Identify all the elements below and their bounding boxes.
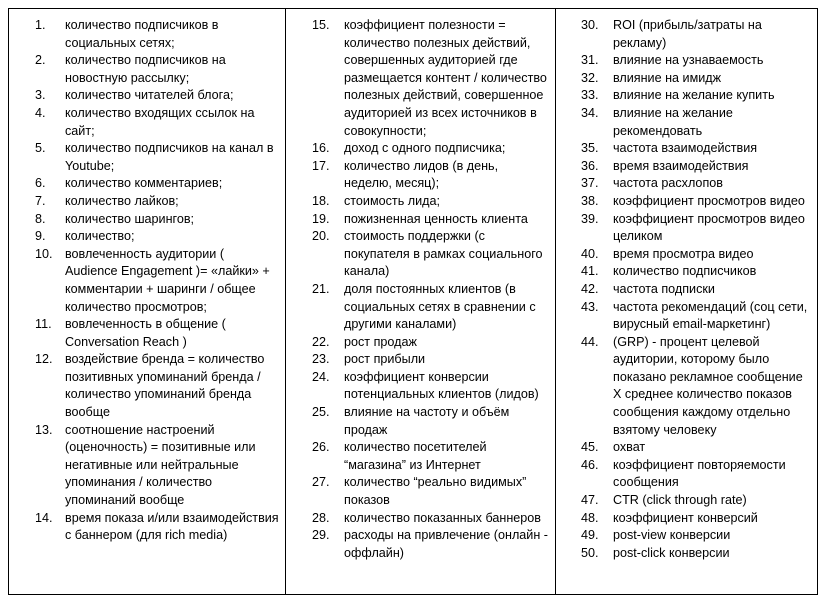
item-number: 37. <box>581 176 599 191</box>
item-text: количество подписчиков на новостную рассылку; <box>65 53 226 85</box>
list-item <box>9 87 285 105</box>
item-text: расходы на привлечение (онлайн - оффлайн) <box>344 528 548 560</box>
item-text: влияние на желание рекомендовать <box>613 105 733 138</box>
item-text: воздействие бренда = количество позитивных упоминаний бренда / количество упоминаний бренда вообще <box>65 352 265 420</box>
item-number: 3. <box>35 88 46 103</box>
metrics-list-3 <box>556 9 818 562</box>
item-number: 34. <box>581 105 599 120</box>
item-number: 24. <box>312 369 330 384</box>
item-text: соотношение настроений (оценочность) = позитивные или негативные или нейтральные упоминания / количество упоминаний вообще <box>65 422 256 508</box>
list-item <box>9 211 285 229</box>
item-number: 11. <box>35 317 52 332</box>
list-item <box>286 510 555 528</box>
item-number: 5. <box>35 141 46 156</box>
list-item <box>9 351 285 421</box>
item-number: 48. <box>581 510 599 525</box>
item-text: коэффициент конверсии потенциальных клиентов (лидов) <box>344 369 539 402</box>
list-item <box>9 175 285 193</box>
item-text: коэффициент повторяемости сообщения <box>613 457 786 490</box>
item-text: количество подписчиков на канал в Youtube; <box>65 141 274 173</box>
item-number: 41. <box>581 264 599 279</box>
item-text: влияние на имидж <box>613 70 722 85</box>
item-number: 32. <box>581 70 599 85</box>
item-text: время показа и/или взаимодействия с баннером (для rich media) <box>65 510 279 543</box>
item-text: доля постоянных клиентов (в социальных сетях в сравнении с другими каналами) <box>344 281 536 332</box>
item-text: количество читателей блога; <box>65 88 234 103</box>
list-item <box>556 545 818 563</box>
item-text: охват <box>613 440 646 455</box>
item-number: 27. <box>312 475 330 490</box>
item-number: 42. <box>581 281 599 296</box>
list-item <box>556 439 818 457</box>
item-text: количество комментариев; <box>65 176 223 191</box>
list-item <box>556 527 818 545</box>
list-item <box>9 17 285 52</box>
list-item <box>286 404 555 439</box>
item-number: 10. <box>35 246 53 261</box>
list-item <box>556 105 818 140</box>
item-number: 15. <box>312 18 330 32</box>
list-item <box>9 510 285 545</box>
item-text: количество лайков; <box>65 193 179 208</box>
item-text: количество “реально видимых” показов <box>344 475 527 508</box>
table-column-3 <box>556 9 818 594</box>
item-text: вовлеченность в общение ( Conversation Reach ) <box>65 317 226 349</box>
table-column-1 <box>9 9 286 594</box>
item-text: частота рекомендаций (соц сети, вирусный email-маркетинг) <box>613 299 808 332</box>
item-number: 30. <box>581 18 599 32</box>
item-number: 25. <box>312 405 330 420</box>
list-item <box>286 228 555 281</box>
list-item <box>556 457 818 492</box>
list-item <box>286 527 555 562</box>
list-item <box>556 211 818 246</box>
list-item <box>286 193 555 211</box>
item-text: стоимость лида; <box>344 193 440 208</box>
item-text: количество входящих ссылок на сайт; <box>65 105 255 138</box>
item-text: рост продаж <box>344 334 417 349</box>
list-item <box>9 52 285 87</box>
list-item <box>9 193 285 211</box>
item-text: количество подписчиков в социальных сетях; <box>65 18 219 50</box>
list-item <box>9 316 285 351</box>
item-number: 14. <box>35 510 53 525</box>
item-number: 17. <box>312 158 330 173</box>
list-item <box>286 474 555 509</box>
list-item <box>9 228 285 246</box>
item-text: ROI (прибыль/затраты на рекламу) <box>613 18 762 50</box>
item-number: 8. <box>35 211 46 226</box>
list-item <box>556 70 818 88</box>
item-number: 40. <box>581 246 599 261</box>
list-item <box>556 281 818 299</box>
list-item <box>286 281 555 334</box>
list-item <box>556 175 818 193</box>
item-number: 16. <box>312 141 330 156</box>
item-number: 28. <box>312 510 330 525</box>
item-number: 20. <box>312 229 330 244</box>
item-text: количество; <box>65 229 135 244</box>
item-number: 6. <box>35 176 46 191</box>
item-number: 31. <box>581 53 599 68</box>
item-text: (GRP) - процент целевой аудитории, которому было показано рекламное сообщение Х среднее количество показов сообщения каждому отдельно взятому человеку <box>613 334 803 437</box>
list-item <box>556 193 818 211</box>
list-item <box>556 334 818 440</box>
item-text: коэффициент конверсий <box>613 510 758 525</box>
item-text: частота взаимодействия <box>613 141 758 156</box>
item-number: 21. <box>312 281 330 296</box>
item-number: 19. <box>312 211 330 226</box>
list-item <box>286 140 555 158</box>
list-item <box>286 211 555 229</box>
list-item <box>556 17 818 52</box>
item-number: 29. <box>312 528 330 543</box>
item-text: количество посетителей “магазина” из Интернет <box>344 440 487 472</box>
item-text: post-click конверсии <box>613 545 730 560</box>
item-text: рост прибыли <box>344 352 426 367</box>
item-number: 47. <box>581 493 599 508</box>
item-text: количество шарингов; <box>65 211 195 226</box>
metrics-list-1 <box>9 9 285 545</box>
list-item <box>286 369 555 404</box>
list-item <box>556 87 818 105</box>
item-number: 9. <box>35 229 46 244</box>
item-number: 1. <box>35 18 46 32</box>
item-number: 50. <box>581 545 599 560</box>
list-item <box>286 351 555 369</box>
list-item <box>556 510 818 528</box>
item-number: 22. <box>312 334 330 349</box>
list-item <box>556 492 818 510</box>
item-number: 2. <box>35 53 46 68</box>
item-number: 35. <box>581 141 599 156</box>
item-text: стоимость поддержки (с покупателя в рамках социального канала) <box>344 229 543 279</box>
item-number: 26. <box>312 440 330 455</box>
item-text: доход с одного подписчика; <box>344 141 506 156</box>
item-text: CTR (click through rate) <box>613 493 747 508</box>
item-text: количество лидов (в день, неделю, месяц); <box>344 158 499 191</box>
list-item <box>556 299 818 334</box>
item-number: 49. <box>581 528 599 543</box>
list-item <box>556 52 818 70</box>
item-number: 13. <box>35 422 53 437</box>
item-text: время взаимодействия <box>613 158 749 173</box>
item-text: коэффициент просмотров видео <box>613 193 805 208</box>
list-item <box>286 17 555 140</box>
item-text: время просмотра видео <box>613 246 754 261</box>
item-text: влияние на желание купить <box>613 88 775 103</box>
list-item <box>286 439 555 474</box>
item-number: 45. <box>581 440 599 455</box>
item-number: 44. <box>581 334 599 349</box>
item-number: 4. <box>35 105 46 120</box>
item-number: 36. <box>581 158 599 173</box>
item-text: влияние на узнаваемость <box>613 53 764 68</box>
item-text: количество подписчиков <box>613 264 757 279</box>
list-item <box>9 140 285 175</box>
list-item <box>556 246 818 264</box>
list-item <box>9 246 285 316</box>
item-text: количество показанных баннеров <box>344 510 541 525</box>
list-item <box>556 263 818 281</box>
item-number: 46. <box>581 457 599 472</box>
item-text: коэффициент просмотров видео целиком <box>613 211 805 244</box>
item-number: 33. <box>581 88 599 103</box>
item-text: пожизненная ценность клиента <box>344 211 528 226</box>
item-number: 39. <box>581 211 599 226</box>
metrics-list-2 <box>286 9 555 562</box>
item-text: влияние на частоту и объём продаж <box>344 405 510 437</box>
item-number: 12. <box>35 352 53 367</box>
table-column-2 <box>286 9 556 594</box>
item-text: коэффициент полезности = количество полезных действий, совершенных аудиторией где размещается контент / количество полезных действий, совершенное аудиторией из всех источников в совокупности; <box>344 18 547 138</box>
item-number: 43. <box>581 299 599 314</box>
list-item <box>286 158 555 193</box>
item-text: post-view конверсии <box>613 528 731 543</box>
list-item <box>556 158 818 176</box>
list-item <box>286 334 555 352</box>
item-text: частота расхлопов <box>613 176 723 191</box>
item-text: частота подписки <box>613 281 715 296</box>
item-number: 7. <box>35 193 46 208</box>
item-number: 38. <box>581 193 599 208</box>
metrics-table <box>8 8 818 595</box>
list-item <box>9 422 285 510</box>
list-item <box>9 105 285 140</box>
item-number: 18. <box>312 193 330 208</box>
item-number: 23. <box>312 352 330 367</box>
list-item <box>556 140 818 158</box>
item-text: вовлеченность аудитории ( Audience Engagement )= «лайки» + комментарии + шаринги / общее количество просмотров; <box>65 246 270 314</box>
